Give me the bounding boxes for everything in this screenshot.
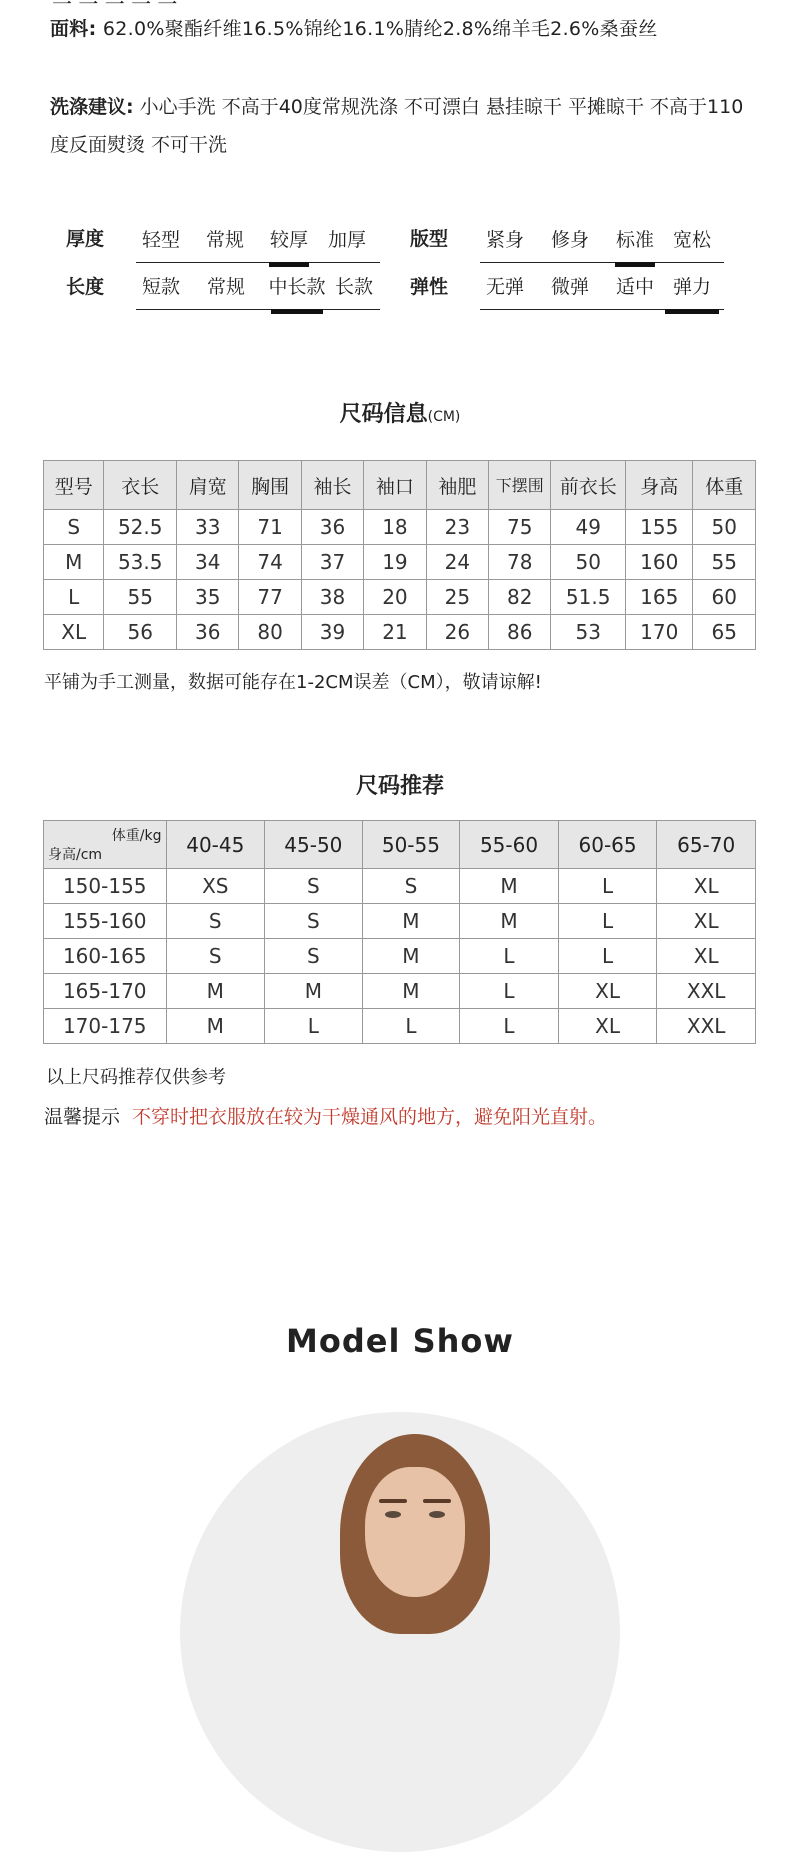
rec-table-row bbox=[44, 1009, 756, 1044]
size-header-cell: 体重 bbox=[693, 461, 756, 510]
tip-label: 温馨提示 bbox=[44, 1106, 121, 1128]
size-table-cell: 77 bbox=[239, 580, 301, 615]
size-header-cell: 袖口 bbox=[364, 461, 426, 510]
fit-option-selected: 标准 bbox=[610, 218, 660, 262]
size-header-cell: 下摆围 bbox=[489, 461, 551, 510]
size-table-cell: 21 bbox=[364, 615, 426, 650]
fabric-label: 面料: bbox=[50, 18, 97, 40]
rec-header-cell: 40-45 bbox=[166, 821, 265, 869]
elasticity-option: 微弹 bbox=[550, 276, 589, 298]
size-table-cell: 25 bbox=[426, 580, 488, 615]
rec-size-cell: XL bbox=[558, 1009, 657, 1044]
size-table-cell: 18 bbox=[364, 510, 426, 545]
rec-header-cell: 45-50 bbox=[265, 821, 363, 869]
rec-size-cell: S bbox=[166, 939, 265, 974]
rec-table-row bbox=[44, 974, 756, 1009]
fabric-value: 62.0%聚酯纤维16.5%锦纶16.1%腈纶2.8%绵羊毛2.6%桑蚕丝 bbox=[96, 18, 658, 40]
rec-size-cell: S bbox=[265, 939, 363, 974]
size-table-cell: S bbox=[44, 510, 104, 545]
rec-size-cell: L bbox=[558, 904, 657, 939]
size-header-cell: 胸围 bbox=[239, 461, 301, 510]
rec-size-cell: S bbox=[166, 904, 265, 939]
size-table-cell: 71 bbox=[239, 510, 301, 545]
rec-header-cell: 60-65 bbox=[558, 821, 657, 869]
fit-option: 宽松 bbox=[672, 229, 711, 251]
size-table-row bbox=[44, 510, 756, 545]
rec-size-cell: XXL bbox=[657, 974, 756, 1009]
size-table-cell: M bbox=[44, 545, 104, 580]
care-instructions bbox=[50, 88, 762, 164]
rec-size-cell: L bbox=[558, 939, 657, 974]
size-table-cell: 34 bbox=[177, 545, 239, 580]
model-brow bbox=[423, 1499, 451, 1503]
size-header-cell: 袖肥 bbox=[426, 461, 488, 510]
tip-text: 不穿时把衣服放在较为干燥通风的地方，避免阳光直射。 bbox=[132, 1106, 608, 1128]
size-table-cell: 56 bbox=[104, 615, 177, 650]
size-table-cell: 39 bbox=[301, 615, 363, 650]
model-eye bbox=[385, 1511, 401, 1518]
rec-size-cell: M bbox=[265, 974, 363, 1009]
size-table-cell: 24 bbox=[426, 545, 488, 580]
size-table-cell: 51.5 bbox=[551, 580, 626, 615]
size-table-cell: 75 bbox=[489, 510, 551, 545]
size-table-cell: 33 bbox=[177, 510, 239, 545]
rec-size-cell: M bbox=[362, 904, 460, 939]
fit-options bbox=[480, 218, 724, 263]
model-eye bbox=[429, 1511, 445, 1518]
fit-label: 版型 bbox=[410, 228, 449, 250]
size-table-cell: 155 bbox=[625, 510, 693, 545]
rec-size-cell: M bbox=[166, 1009, 265, 1044]
rec-height-cell: 170-175 bbox=[44, 1009, 167, 1044]
size-table-cell: 53 bbox=[551, 615, 626, 650]
size-header-cell: 衣长 bbox=[104, 461, 177, 510]
rec-size-cell: XXL bbox=[657, 1009, 756, 1044]
size-info-title bbox=[0, 397, 800, 428]
size-header-cell: 袖长 bbox=[301, 461, 363, 510]
rec-size-cell: S bbox=[362, 869, 460, 904]
rec-size-cell: M bbox=[362, 939, 460, 974]
elasticity-option: 适中 bbox=[615, 276, 654, 298]
size-table-cell: 23 bbox=[426, 510, 488, 545]
thickness-option-selected: 较厚 bbox=[264, 218, 314, 262]
rec-height-cell: 150-155 bbox=[44, 869, 167, 904]
rec-size-cell: M bbox=[460, 869, 559, 904]
elasticity-option-selected: 弹力 bbox=[660, 265, 724, 309]
size-table-cell: 82 bbox=[489, 580, 551, 615]
model-face bbox=[365, 1467, 465, 1597]
rec-size-cell: L bbox=[460, 974, 559, 1009]
rec-header-cell: 65-70 bbox=[657, 821, 756, 869]
rec-size-cell: S bbox=[265, 904, 363, 939]
size-table-cell: 170 bbox=[625, 615, 693, 650]
rec-size-cell: XL bbox=[657, 869, 756, 904]
size-table-cell: 19 bbox=[364, 545, 426, 580]
rec-table-row bbox=[44, 904, 756, 939]
rec-corner-cell bbox=[44, 821, 167, 869]
size-table-cell: 65 bbox=[693, 615, 756, 650]
size-header-cell: 肩宽 bbox=[177, 461, 239, 510]
size-table-cell: 36 bbox=[301, 510, 363, 545]
length-options bbox=[136, 265, 380, 310]
size-table-cell: 74 bbox=[239, 545, 301, 580]
size-table-cell: 60 bbox=[693, 580, 756, 615]
rec-size-cell: XL bbox=[558, 974, 657, 1009]
size-table-cell: 35 bbox=[177, 580, 239, 615]
size-table-cell: 86 bbox=[489, 615, 551, 650]
care-tip bbox=[44, 1102, 607, 1129]
elasticity-option: 无弹 bbox=[485, 276, 524, 298]
size-table-cell: 78 bbox=[489, 545, 551, 580]
model-photo bbox=[180, 1412, 620, 1852]
rec-size-cell: XS bbox=[166, 869, 265, 904]
size-table-row bbox=[44, 615, 756, 650]
size-table-cell: 49 bbox=[551, 510, 626, 545]
size-table-row bbox=[44, 580, 756, 615]
size-table-cell: 37 bbox=[301, 545, 363, 580]
size-table-header-row bbox=[44, 461, 756, 510]
rec-size-cell: M bbox=[460, 904, 559, 939]
weight-axis-label: 体重/kg bbox=[111, 828, 162, 844]
size-table-cell: 52.5 bbox=[104, 510, 177, 545]
size-info-title-text: 尺码信息 bbox=[339, 402, 428, 427]
fit-option: 修身 bbox=[550, 229, 589, 251]
size-rec-table bbox=[43, 820, 756, 1044]
size-table-cell: 55 bbox=[693, 545, 756, 580]
size-rec-title: 尺码推荐 bbox=[355, 774, 444, 799]
fabric-composition bbox=[50, 14, 658, 41]
size-header-cell: 前衣长 bbox=[551, 461, 626, 510]
size-table-cell: 80 bbox=[239, 615, 301, 650]
measurement-note: 平铺为手工测量，数据可能存在1-2CM误差（CM），敬请谅解! bbox=[44, 672, 542, 693]
fit-option: 紧身 bbox=[485, 229, 524, 251]
length-option-selected: 中长款 bbox=[266, 265, 328, 309]
elasticity-options bbox=[480, 265, 724, 310]
length-option: 长款 bbox=[334, 276, 373, 298]
elasticity-label: 弹性 bbox=[410, 276, 449, 298]
height-axis-label: 身高/cm bbox=[48, 847, 103, 863]
size-table-cell: 50 bbox=[693, 510, 756, 545]
rec-height-cell: 155-160 bbox=[44, 904, 167, 939]
size-table-cell: L bbox=[44, 580, 104, 615]
length-option: 短款 bbox=[141, 276, 180, 298]
rec-note: 以上尺码推荐仅供参考 bbox=[46, 1067, 226, 1088]
size-table-cell: 55 bbox=[104, 580, 177, 615]
care-value: 小心手洗 不高于40度常规洗涤 不可漂白 悬挂晾干 平摊晾干 不高于110度反面熨烫 不可干洗 bbox=[50, 96, 744, 156]
rec-size-cell: L bbox=[460, 939, 559, 974]
rec-table-row bbox=[44, 939, 756, 974]
size-table-row bbox=[44, 545, 756, 580]
rec-table-header-row bbox=[44, 821, 756, 869]
rec-size-cell: S bbox=[265, 869, 363, 904]
rec-size-cell: L bbox=[362, 1009, 460, 1044]
rec-size-cell: XL bbox=[657, 939, 756, 974]
size-table-cell: 50 bbox=[551, 545, 626, 580]
size-header-cell: 身高 bbox=[625, 461, 693, 510]
size-table-cell: 20 bbox=[364, 580, 426, 615]
truncated-top-line: 一 一 一 一 一 bbox=[52, 0, 178, 16]
model-brow bbox=[379, 1499, 407, 1503]
rec-table-row bbox=[44, 869, 756, 904]
thickness-option: 加厚 bbox=[327, 229, 366, 251]
rec-size-cell: XL bbox=[657, 904, 756, 939]
size-table-cell: 38 bbox=[301, 580, 363, 615]
size-table-cell: 26 bbox=[426, 615, 488, 650]
size-info-table bbox=[43, 460, 756, 650]
size-info-unit: (CM) bbox=[427, 409, 461, 425]
rec-header-cell: 55-60 bbox=[460, 821, 559, 869]
size-table-cell: 160 bbox=[625, 545, 693, 580]
care-label: 洗涤建议: bbox=[50, 96, 134, 118]
size-header-cell: 型号 bbox=[44, 461, 104, 510]
thickness-options bbox=[136, 218, 380, 263]
size-table-cell: 165 bbox=[625, 580, 693, 615]
size-table-cell: 53.5 bbox=[104, 545, 177, 580]
rec-size-cell: M bbox=[166, 974, 265, 1009]
rec-size-cell: L bbox=[460, 1009, 559, 1044]
size-table-cell: 36 bbox=[177, 615, 239, 650]
length-option: 常规 bbox=[206, 276, 245, 298]
thickness-option: 常规 bbox=[205, 229, 244, 251]
rec-header-cell: 50-55 bbox=[362, 821, 460, 869]
rec-size-cell: L bbox=[558, 869, 657, 904]
size-table-cell: XL bbox=[44, 615, 104, 650]
rec-size-cell: L bbox=[265, 1009, 363, 1044]
rec-height-cell: 160-165 bbox=[44, 939, 167, 974]
length-label: 长度 bbox=[66, 276, 105, 298]
rec-size-cell: M bbox=[362, 974, 460, 1009]
model-show-title: Model Show bbox=[286, 1322, 514, 1360]
rec-height-cell: 165-170 bbox=[44, 974, 167, 1009]
thickness-label: 厚度 bbox=[66, 228, 105, 250]
thickness-option: 轻型 bbox=[141, 229, 180, 251]
